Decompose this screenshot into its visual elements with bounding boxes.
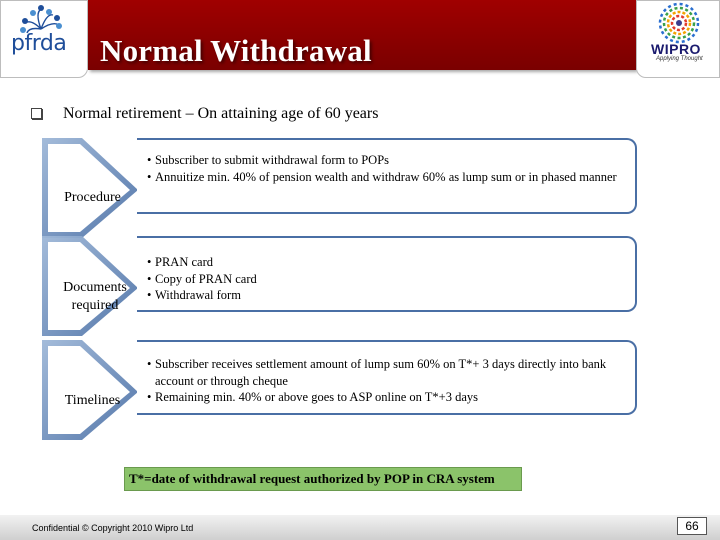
wipro-logo [636, 0, 720, 78]
row-label-documents-line2: required [71, 298, 119, 313]
procedure-chevron [42, 138, 138, 238]
procedure-bullet: • Annuitize min. 40% of pension wealth and withdraw 60% as lump sum or in phased manner [147, 169, 635, 186]
pfrda-logo-text: pfrda [11, 31, 67, 56]
row-label-documents [55, 279, 135, 315]
row-label-timelines: Timelines [64, 393, 121, 408]
wipro-logo-text: WIPRO [651, 41, 701, 57]
page-title: Normal Withdrawal [100, 33, 372, 68]
subtitle: Normal retirement – On attaining age of 60 years [63, 105, 379, 122]
wipro-tagline: Applying Thought [656, 56, 703, 62]
row-label-documents-line1: Documents [63, 280, 127, 295]
copyright-text: Confidential © Copyright 2010 Wipro Ltd [32, 523, 194, 533]
checkbox-bullet-icon [31, 108, 42, 119]
procedure-bullet: • Subscriber to submit withdrawal form to POPs [147, 152, 635, 169]
timelines-chevron [42, 340, 138, 440]
documents-bullet: • PRAN card [147, 254, 635, 271]
documents-box [137, 236, 637, 312]
wipro-flower-icon [637, 1, 720, 45]
page-number: 66 [677, 517, 707, 535]
row-label-procedure: Procedure [64, 190, 121, 205]
documents-bullet: • Withdrawal form [147, 287, 635, 304]
footnote-box: T*=date of withdrawal request authorized by POP in CRA system [124, 467, 522, 491]
timelines-bullet: • Subscriber receives settlement amount of lump sum 60% on T*+ 3 days directly into bank account or through cheque [147, 356, 635, 389]
timelines-box [137, 340, 637, 415]
timelines-bullet: • Remaining min. 40% or above goes to ASP online on T*+3 days [147, 389, 635, 406]
pfrda-logo [0, 0, 88, 78]
procedure-box [137, 138, 637, 214]
documents-bullet: • Copy of PRAN card [147, 271, 635, 288]
